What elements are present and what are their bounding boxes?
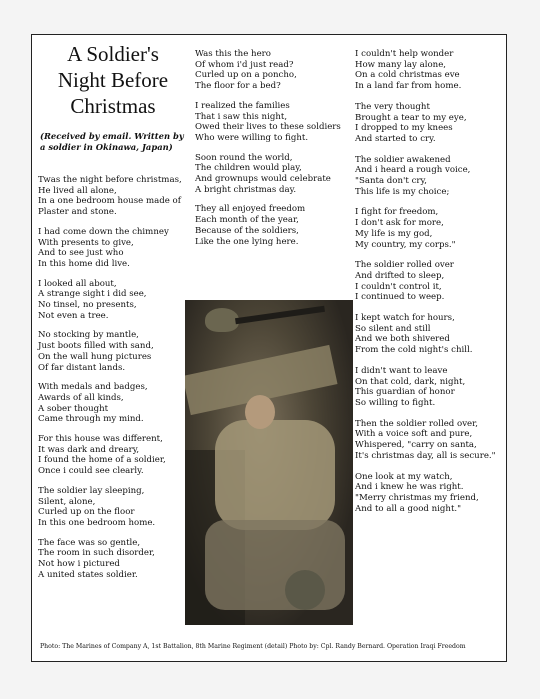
poem-line: Twas the night before christmas, xyxy=(38,175,182,185)
poem-line: No stocking by mantle, xyxy=(38,330,139,341)
poem-line: Brought a tear to my eye, xyxy=(355,112,467,123)
poem-line: From the cold night's chill. xyxy=(355,345,473,356)
poem-line: Of far distant lands. xyxy=(38,362,126,373)
column-2 xyxy=(195,35,353,247)
title-line: A Soldier's xyxy=(67,42,159,66)
poem-line: Like the one lying here. xyxy=(195,236,299,247)
stanza xyxy=(355,419,505,462)
poem-line: The soldier awakened xyxy=(355,154,451,165)
poem-line: A bright christmas day. xyxy=(195,184,297,195)
photo-credit: Photo: The Marines of Company A, 1st Battalion, 8th Marine Regiment (detail) Photo by: Cpl. Randy Bernard. Operation Iraqi Freedom xyxy=(40,643,466,650)
poem-line: No tinsel, no presents, xyxy=(38,300,137,311)
poem-line: One look at my watch, xyxy=(355,471,453,482)
poem-line: On a cold christmas eve xyxy=(355,70,460,81)
poem-line: Owed their lives to these soldiers xyxy=(195,122,341,133)
poem-line: And we both shivered xyxy=(355,334,450,345)
stanza xyxy=(355,49,505,92)
poem-line: Soon round the world, xyxy=(195,152,293,163)
poem-line: I had come down the chimney xyxy=(38,226,169,237)
poem-line: In this home did live. xyxy=(38,258,130,269)
poem-line: It was dark and dreary, xyxy=(38,444,140,455)
poem-line: I found the home of a soldier, xyxy=(38,455,166,466)
stanza xyxy=(38,330,188,373)
column-3 xyxy=(355,35,505,514)
poem-line: Curled up on the floor xyxy=(38,507,135,518)
stanza xyxy=(195,153,353,196)
poem-line: Came through my mind. xyxy=(38,414,144,425)
stanza xyxy=(38,279,188,322)
poem-line: Because of the soldiers, xyxy=(195,225,299,236)
poem-line: I kept watch for hours, xyxy=(355,313,455,324)
poem-line: I couldn't help wonder xyxy=(355,49,454,59)
poem-line: On the wall hung pictures xyxy=(38,351,152,362)
poem-line: Then the soldier rolled over, xyxy=(355,418,479,429)
poem-line: Was this the hero xyxy=(195,49,271,59)
stanza xyxy=(355,102,505,145)
stanza xyxy=(38,486,188,529)
poem-line: Whispered, "carry on santa, xyxy=(355,440,477,451)
poem-line: I don't ask for more, xyxy=(355,218,444,229)
poem-line: And to see just who xyxy=(38,248,124,259)
title-line: Christmas xyxy=(70,94,156,118)
stanzas xyxy=(355,49,505,514)
helmet-shape xyxy=(205,308,239,332)
legs-shape xyxy=(205,520,345,610)
poem-line: And i heard a rough voice, xyxy=(355,165,471,176)
poem-line: "Santa don't cry, xyxy=(355,176,427,187)
poem-line: The very thought xyxy=(355,101,430,112)
source-note xyxy=(40,131,188,152)
poem-line: I fight for freedom, xyxy=(355,207,439,218)
poem-line: My life is my god, xyxy=(355,228,433,239)
poem-line: With presents to give, xyxy=(38,237,134,248)
boot-shape xyxy=(285,570,325,610)
poem-line: Of whom i'd just read? xyxy=(195,59,294,70)
poem-title xyxy=(38,41,188,119)
stanza xyxy=(355,366,505,409)
poem-line: In a land far from home. xyxy=(355,81,462,92)
poem-line: The soldier lay sleeping, xyxy=(38,485,145,496)
poem-line: I looked all about, xyxy=(38,278,117,289)
soldier-head-shape xyxy=(245,395,275,429)
poem-line: The floor for a bed? xyxy=(195,81,281,92)
poem-line: He lived all alone, xyxy=(38,185,117,196)
poem-line: So willing to fight. xyxy=(355,397,436,408)
poem-line: How many lay alone, xyxy=(355,59,447,70)
stanza xyxy=(38,434,188,477)
poem-line: "Merry christmas my friend, xyxy=(355,492,479,503)
poem-line: This life is my choice; xyxy=(355,186,450,197)
poem-line: Just boots filled with sand, xyxy=(38,341,154,352)
stanza xyxy=(38,227,188,270)
poem-line: I didn't want to leave xyxy=(355,365,448,376)
soldier-body-shape xyxy=(215,420,335,530)
note-line: a soldier in Okinawa, Japan) xyxy=(40,141,173,152)
stanza xyxy=(195,49,353,92)
stanza xyxy=(355,313,505,356)
poem-line: The face was so gentle, xyxy=(38,537,141,548)
poem-line: The children would play, xyxy=(195,163,302,174)
column-1 xyxy=(38,35,188,581)
poem-line: And to all a good night." xyxy=(355,503,462,514)
poem-line: Plaster and stone. xyxy=(38,207,117,218)
stanza xyxy=(195,101,353,144)
poem-line: I couldn't control it, xyxy=(355,281,442,292)
poem-line: With a voice soft and pure, xyxy=(355,429,473,440)
poem-line: A united states soldier. xyxy=(38,569,138,580)
stanza xyxy=(195,204,353,247)
rifle-shape xyxy=(235,306,325,324)
poem-line: The soldier rolled over xyxy=(355,260,454,271)
poem-line: A strange sight i did see, xyxy=(38,289,147,300)
stanza xyxy=(38,538,188,581)
poem-line: Each month of the year, xyxy=(195,215,299,226)
poem-line: A sober thought xyxy=(38,403,109,414)
poem-line: With medals and badges, xyxy=(38,382,148,393)
poem-line: And i knew he was right. xyxy=(355,482,464,493)
title-line: Night Before xyxy=(57,68,169,92)
poem-line: And started to cry. xyxy=(355,133,436,144)
stanzas xyxy=(195,49,353,247)
stanzas xyxy=(38,175,188,581)
poem-line: That i saw this night, xyxy=(195,111,288,122)
poem-sheet xyxy=(31,34,507,662)
poem-line: Curled up on a poncho, xyxy=(195,70,297,81)
poem-line: In a one bedroom house made of xyxy=(38,196,181,207)
poem-line: Once i could see clearly. xyxy=(38,466,144,477)
poem-line: This guardian of honor xyxy=(355,387,455,398)
poem-line: So silent and still xyxy=(355,323,431,334)
poem-line: On that cold, dark, night, xyxy=(355,376,466,387)
poem-line: In this one bedroom home. xyxy=(38,517,156,528)
poem-line: It's christmas day, all is secure." xyxy=(355,450,496,461)
poem-line: Not even a tree. xyxy=(38,310,109,321)
stanza xyxy=(38,175,188,218)
poem-line: Awards of all kinds, xyxy=(38,392,124,403)
poem-line: And grownups would celebrate xyxy=(195,174,331,185)
poem-line: Silent, alone, xyxy=(38,496,96,507)
stanza xyxy=(355,155,505,198)
stanza xyxy=(355,260,505,303)
poem-line: Not how i pictured xyxy=(38,559,120,570)
poem-line: I dropped to my knees xyxy=(355,123,453,134)
poem-line: For this house was different, xyxy=(38,434,163,445)
poem-line: My country, my corps." xyxy=(355,239,456,250)
poem-line: The room in such disorder, xyxy=(38,548,155,559)
poem-line: I continued to weep. xyxy=(355,292,445,303)
stanza xyxy=(38,382,188,425)
note-line: (Received by email. Written by xyxy=(40,131,184,141)
sleeping-soldier-photo xyxy=(185,300,353,625)
poem-line: I realized the families xyxy=(195,100,290,111)
poem-line: They all enjoyed freedom xyxy=(195,204,306,215)
poem-line: Who were willing to fight. xyxy=(195,132,309,143)
stanza xyxy=(355,472,505,515)
poem-line: And drifted to sleep, xyxy=(355,270,445,281)
stanza xyxy=(355,207,505,250)
